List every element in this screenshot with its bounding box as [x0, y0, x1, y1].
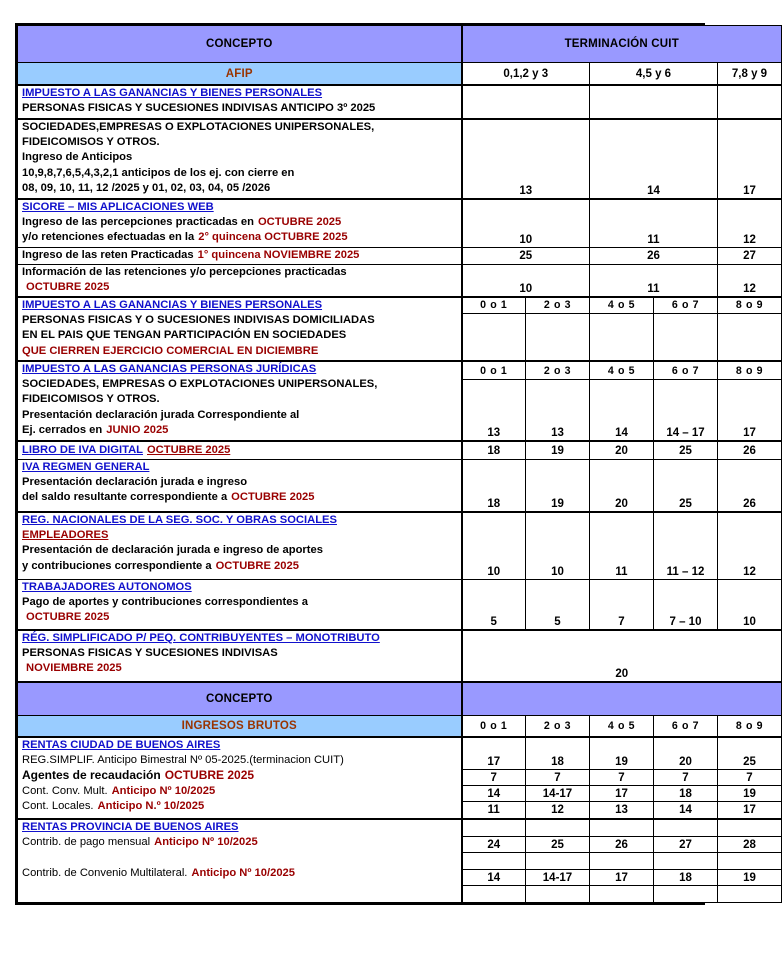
value-cell: 14-17 [526, 786, 589, 802]
cuit-code-8o9: 8 o 9 [718, 716, 782, 738]
spacer-cell [718, 820, 781, 837]
row-sociedades-anticipos [18, 119, 782, 199]
spacer-cell [463, 853, 526, 870]
row-sicore-retenciones-1q [18, 248, 782, 265]
link-seg-social[interactable]: REG. NACIONALES DE LA SEG. SOC. Y OBRAS SOCIALES [22, 514, 337, 526]
value-cell: 17 [590, 786, 653, 802]
spacer-cell [654, 820, 717, 837]
value-cell: 20 [590, 460, 654, 513]
value-cell: 25 [462, 248, 590, 265]
value-cell: 12 [718, 512, 782, 580]
value-cell: 17 [743, 804, 756, 816]
value-cell: 12 [718, 199, 782, 248]
concept-rentas-caba: RENTAS CIUDAD DE BUENOS AIRES REG.SIMPLIF. Anticipo Bimestral Nº 05-2025.(terminacion CUIT) Agentes de recaudación OCTUBRE 2025 Cont. Conv. Mult. Anticipo Nº 10/2025 Cont. Locales. Anticipo N.º 10/2025 [18, 737, 462, 819]
cuit-code-8o9: 8 o 9 [718, 298, 781, 314]
concept-sicore-info: Información de las retenciones y/o percepciones practicadas OCTUBRE 2025 [18, 265, 462, 298]
row-sicore-informacion [18, 265, 782, 298]
value-cell: 11 [590, 512, 654, 580]
value-cell: 14 [590, 119, 718, 199]
concept-libro-iva: LIBRO DE IVA DIGITAL OCTUBRE 2025 [18, 441, 462, 460]
row-sicore-percepciones [18, 199, 782, 248]
value-cell: 13 [551, 427, 564, 439]
value-cell: 25 [654, 441, 718, 460]
row-rentas-pba [18, 819, 782, 903]
value-cell: 26 [718, 460, 782, 513]
cuit-code-4o5: 4 o 5 [590, 364, 653, 380]
spacer-cell [654, 853, 717, 870]
row-trabajadores-autonomos [18, 580, 782, 631]
value-cell: 25 [654, 460, 718, 513]
value-cell: 10 [718, 580, 782, 631]
concept-ganancias-bp-anticipo: IMPUESTO A LAS GANANCIAS Y BIENES PERSONALES PERSONAS FISICAS Y SUCESIONES INDIVISAS ANTICIPO 3º 2025 [18, 85, 462, 119]
link-sicore[interactable]: SICORE – MIS APLICACIONES WEB [22, 201, 214, 213]
value-cell-monotributo: 20 [462, 630, 782, 682]
cuit-code-column-4 [718, 297, 782, 361]
cuit-code-0o1: 0 o 1 [463, 298, 526, 314]
link-ganancias-juridicas[interactable]: IMPUESTO A LAS GANANCIAS PERSONAS JURÍDICAS [22, 363, 317, 375]
row-ganancias-bp-anticipo [18, 85, 782, 119]
row-ganancias-juridicas [18, 361, 782, 441]
cuit-code-4o5: 4 o 5 [590, 298, 653, 314]
value-cell: 14 [615, 427, 628, 439]
cuit-code-6o7: 6 o 7 [654, 716, 718, 738]
cuit-code-column-3 [654, 297, 718, 361]
value-cell: 20 [590, 441, 654, 460]
value-cell: 7 [526, 770, 589, 786]
value-column-4 [718, 819, 782, 903]
value-cell: 11 [590, 265, 718, 298]
link-iva-regimen-general[interactable]: IVA REGMEN GENERAL [22, 461, 150, 473]
cuit-group-456: 4,5 y 6 [590, 63, 718, 86]
value-cell [462, 85, 590, 119]
cuit-group-0123: 0,1,2 y 3 [462, 63, 590, 86]
cuit-code-6o7: 6 o 7 [654, 298, 717, 314]
afip-header-row [18, 63, 782, 86]
value-column-1 [526, 737, 590, 819]
concept-seguridad-social: REG. NACIONALES DE LA SEG. SOC. Y OBRAS SOCIALES EMPLEADORES Presentación de declaración jurada e ingreso de aportes y contribuciones correspondiente a OCTUBRE 2025 [18, 512, 462, 580]
spacer-cell [590, 820, 653, 837]
value-column-2 [590, 819, 654, 903]
value-cell: 18 [526, 738, 589, 770]
ingresos-brutos-header-row [18, 716, 782, 738]
concept-ganancias-juridicas: IMPUESTO A LAS GANANCIAS PERSONAS JURÍDICAS SOCIEDADES, EMPRESAS O EXPLOTACIONES UNIPERSONALES, FIDEICOMISOS Y OTROS. Presentación declaración jurada Correspondiente al Ej. cerrados en JUNIO 2025 [18, 361, 462, 441]
header-concepto: CONCEPTO [18, 26, 462, 63]
value-cell: 18 [462, 441, 526, 460]
value-cell: 27 [718, 248, 782, 265]
concept-autonomos: TRABAJADORES AUTONOMOS Pago de aportes y contribuciones correspondientes a OCTUBRE 2025 [18, 580, 462, 631]
link-monotributo[interactable]: RÉG. SIMPLIFICADO P/ PEQ. CONTRIBUYENTES – MONOTRIBUTO [22, 632, 380, 644]
value-cell: 26 [590, 837, 653, 853]
value-cell: 7 [654, 770, 717, 786]
value-cell: 11 [487, 804, 500, 816]
cuit-code-column-0 [462, 297, 526, 361]
spacer-cell [654, 886, 717, 902]
value-cell [718, 85, 782, 119]
value-cell: 7 [590, 770, 653, 786]
value-cell: 18 [654, 786, 717, 802]
cuit-code-2o3: 2 o 3 [526, 298, 589, 314]
value-cell: 17 [590, 870, 653, 886]
value-column-3 [654, 361, 718, 441]
spacer-cell [526, 820, 589, 837]
value-cell: 10 [462, 199, 590, 248]
value-cell: 19 [526, 441, 590, 460]
concept-rentas-pba: RENTAS PROVINCIA DE BUENOS AIRES Contrib. de pago mensual Anticipo Nº 10/2025 Contrib. de Convenio Multilateral. Anticipo Nº 10/2025 [18, 819, 462, 903]
spacer-cell [590, 886, 653, 902]
concept-sicore-reten: Ingreso de las reten Practicadas 1° quincena NOVIEMBRE 2025 [18, 248, 462, 265]
spacer-cell [526, 886, 589, 902]
spacer-cell [526, 853, 589, 870]
spacer-cell [463, 886, 526, 902]
second-header-row [18, 682, 782, 716]
value-cell: 14-17 [526, 870, 589, 886]
tax-calendar-table [17, 25, 782, 903]
value-column-3 [654, 819, 718, 903]
value-column-3 [654, 737, 718, 819]
concept-monotributo: RÉG. SIMPLIFICADO P/ PEQ. CONTRIBUYENTES – MONOTRIBUTO PERSONAS FISICAS Y SUCESIONES INDIVISAS NOVIEMBRE 2025 [18, 630, 462, 682]
concept-sociedades-anticipos: SOCIEDADES,EMPRESAS O EXPLOTACIONES UNIPERSONALES, FIDEICOMISOS Y OTROS. Ingreso de Anticipos 10,9,8,7,6,5,4,3,2,1 anticipos de los ej. con cierre en 08, 09, 10, 11, 12 /2025 y 01, 02, 03, 04, 05 /2026 [18, 119, 462, 199]
value-cell: 5 [526, 580, 590, 631]
value-cell: 19 [590, 738, 653, 770]
value-cell: 7 [718, 770, 781, 786]
value-column-1 [526, 361, 590, 441]
cuit-code-4o5: 4 o 5 [590, 716, 654, 738]
value-column-0 [462, 361, 526, 441]
value-cell: 25 [526, 837, 589, 853]
value-cell: 7 [463, 770, 526, 786]
value-cell: 19 [526, 460, 590, 513]
value-cell: 11 [590, 199, 718, 248]
value-cell: 14 [463, 786, 526, 802]
value-cell: 14 [463, 870, 526, 886]
link-ganancias-bp-sociedades[interactable]: IMPUESTO A LAS GANANCIAS Y BIENES PERSONALES [22, 299, 323, 311]
value-cell: 13 [615, 804, 628, 816]
cuit-code-0o1: 0 o 1 [463, 364, 526, 380]
value-cell: 10 [462, 512, 526, 580]
tax-calendar-sheet [15, 23, 768, 905]
header-terminacion-cuit: TERMINACIÓN CUIT [462, 26, 782, 63]
value-cell: 7 – 10 [654, 580, 718, 631]
value-cell [590, 85, 718, 119]
row-libro-iva-digital [18, 441, 782, 460]
concept-iva-regimen: IVA REGMEN GENERAL Presentación declaración jurada e ingreso del saldo resultante correspondiente a OCTUBRE 2025 [18, 460, 462, 513]
value-cell: 12 [718, 265, 782, 298]
cuit-code-8o9: 8 o 9 [718, 364, 781, 380]
value-cell: 10 [462, 265, 590, 298]
value-column-2 [590, 361, 654, 441]
spacer-cell [590, 853, 653, 870]
value-cell: 17 [463, 738, 526, 770]
value-cell: 17 [718, 119, 782, 199]
cuit-code-column-2 [590, 297, 654, 361]
value-cell: 26 [718, 441, 782, 460]
value-cell: 17 [743, 427, 756, 439]
value-column-4 [718, 737, 782, 819]
row-monotributo [18, 630, 782, 682]
header-concepto-2: CONCEPTO [18, 682, 462, 716]
spacer-cell [718, 853, 781, 870]
value-cell: 19 [718, 870, 781, 886]
concept-sicore: SICORE – MIS APLICACIONES WEB Ingreso de las percepciones practicadas en OCTUBRE 2025 y/o retenciones efectuadas en la 2° quincena OCTUBRE 2025 [18, 199, 462, 248]
value-cell: 14 – 17 [666, 427, 705, 439]
value-cell: 7 [590, 580, 654, 631]
value-cell: 25 [718, 738, 781, 770]
value-cell: 28 [718, 837, 781, 853]
table-header-row [18, 26, 782, 63]
cuit-code-2o3: 2 o 3 [526, 716, 590, 738]
link-rentas-pba[interactable]: RENTAS PROVINCIA DE BUENOS AIRES [22, 821, 239, 833]
link-rentas-caba[interactable]: RENTAS CIUDAD DE BUENOS AIRES [22, 739, 221, 751]
header-blank-purple [462, 682, 782, 716]
value-column-4 [718, 361, 782, 441]
value-cell: 13 [487, 427, 501, 439]
cuit-code-6o7: 6 o 7 [654, 364, 717, 380]
link-ganancias-bp-anticipo[interactable]: IMPUESTO A LAS GANANCIAS Y BIENES PERSONALES [22, 87, 323, 99]
value-cell: 24 [463, 837, 526, 853]
row-rentas-caba [18, 737, 782, 819]
header-afip: AFIP [18, 63, 462, 86]
value-cell: 11 – 12 [654, 512, 718, 580]
cuit-code-2o3: 2 o 3 [526, 364, 589, 380]
value-column-0 [462, 737, 526, 819]
value-cell: 5 [462, 580, 526, 631]
value-cell: 13 [462, 119, 590, 199]
value-cell: 20 [654, 738, 717, 770]
spacer-cell [463, 820, 526, 837]
value-cell: 27 [654, 837, 717, 853]
row-seguridad-social [18, 512, 782, 580]
value-cell: 26 [590, 248, 718, 265]
cuit-code-column-1 [526, 297, 590, 361]
header-ingresos-brutos: INGRESOS BRUTOS [18, 716, 462, 738]
value-cell: 14 [679, 804, 692, 816]
value-column-0 [462, 819, 526, 903]
value-cell: 18 [654, 870, 717, 886]
value-cell: 12 [551, 804, 564, 816]
cuit-group-789: 7,8 y 9 [718, 63, 782, 86]
value-column-2 [590, 737, 654, 819]
row-iva-regimen-general [18, 460, 782, 513]
value-cell: 10 [526, 512, 590, 580]
spacer-cell [718, 886, 781, 902]
row-ganancias-bp-sociedades [18, 297, 782, 361]
value-cell: 18 [462, 460, 526, 513]
cuit-code-0o1: 0 o 1 [462, 716, 526, 738]
link-trabajadores-autonomos[interactable]: TRABAJADORES AUTONOMOS [22, 581, 192, 593]
value-cell: 19 [718, 786, 781, 802]
concept-ganancias-bp-sociedades: IMPUESTO A LAS GANANCIAS Y BIENES PERSONALES PERSONAS FISICAS Y O SUCESIONES INDIVISAS DOMICILIADAS EN EL PAIS QUE TENGAN PARTICIPACIÓN EN SOCIEDADES QUE CIERREN EJERCICIO COMERCIAL EN DICIEMBRE [18, 297, 462, 361]
link-libro-iva-digital[interactable]: LIBRO DE IVA DIGITAL [22, 443, 143, 456]
value-column-1 [526, 819, 590, 903]
